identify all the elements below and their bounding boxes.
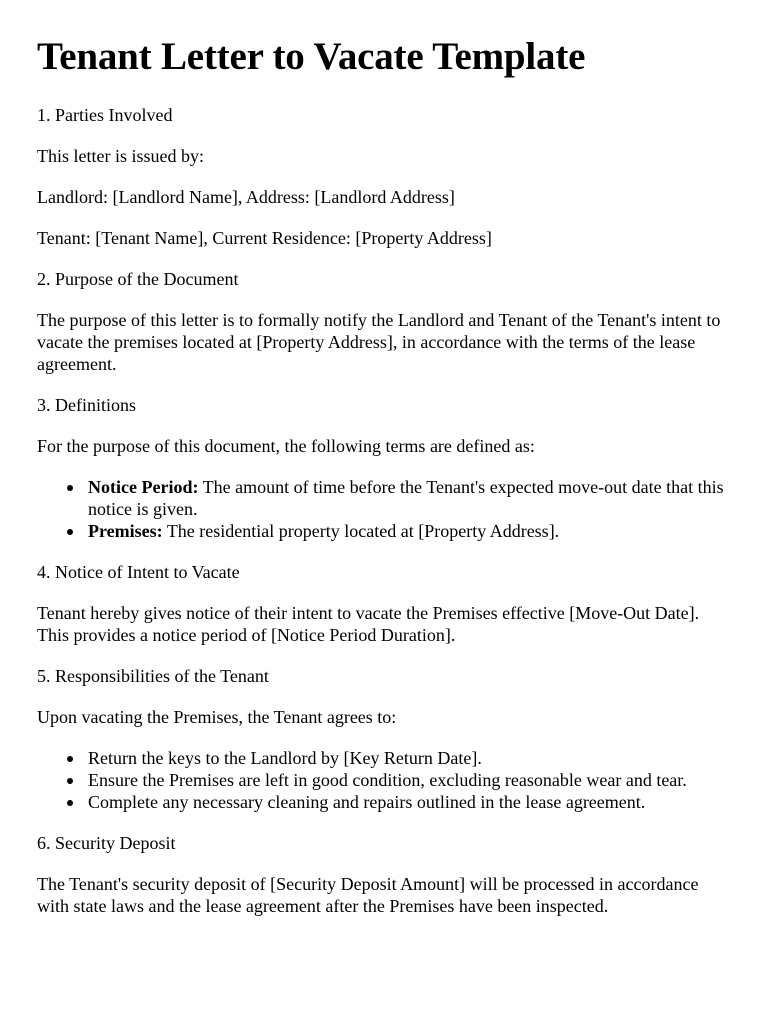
responsibilities-intro: Upon vacating the Premises, the Tenant agrees to: [37,707,397,727]
responsibility-item [88,747,730,769]
bullet-icon [67,529,73,535]
landlord-line: Landlord: [Landlord Name], Address: [Landlord Address] [37,187,455,207]
parties-intro: This letter is issued by: [37,146,204,166]
definitions-intro: For the purpose of this document, the following terms are defined as: [37,436,535,456]
bullet-icon [67,778,73,784]
responsibility-item [88,769,730,791]
section-heading-responsibilities: 5. Responsibilities of the Tenant [37,666,269,686]
definition-term: Premises: [88,521,163,541]
section-heading-definitions: 3. Definitions [37,395,136,415]
definition-item [88,476,730,520]
section-heading-parties: 1. Parties Involved [37,105,173,125]
responsibilities-list [37,747,730,813]
tenant-line: Tenant: [Tenant Name], Current Residence: [Property Address] [37,228,492,248]
responsibility-item [88,791,730,813]
responsibility-text: Return the keys to the Landlord by [Key Return Date]. [88,748,482,768]
definition-text: The amount of time before the Tenant's expected move-out date that this notice is given. [88,477,724,519]
definition-text: The residential property located at [Property Address]. [162,521,560,541]
section-heading-notice: 4. Notice of Intent to Vacate [37,562,240,582]
deposit-body: The Tenant's security deposit of [Security Deposit Amount] will be processed in accordance with state laws and the lease agreement after the Premises have been inspected. [37,874,699,916]
definition-term: Notice Period: [88,477,199,497]
responsibility-text: Complete any necessary cleaning and repairs outlined in the lease agreement. [88,792,646,812]
section-heading-deposit: 6. Security Deposit [37,833,176,853]
document-title: Tenant Letter to Vacate Template [37,35,586,78]
section-heading-purpose: 2. Purpose of the Document [37,269,239,289]
definitions-list [37,476,730,542]
bullet-icon [67,800,73,806]
notice-body: Tenant hereby gives notice of their intent to vacate the Premises effective [Move-Out Date]. This provides a notice period of [Notice Period Duration]. [37,603,700,645]
purpose-body: The purpose of this letter is to formally notify the Landlord and Tenant of the Tenant's intent to vacate the premises located at [Property Address], in accordance with the terms of the lease agreement. [37,310,721,374]
definition-item [88,520,730,542]
responsibility-text: Ensure the Premises are left in good condition, excluding reasonable wear and tear. [88,770,687,790]
bullet-icon [67,485,73,491]
bullet-icon [67,756,73,762]
